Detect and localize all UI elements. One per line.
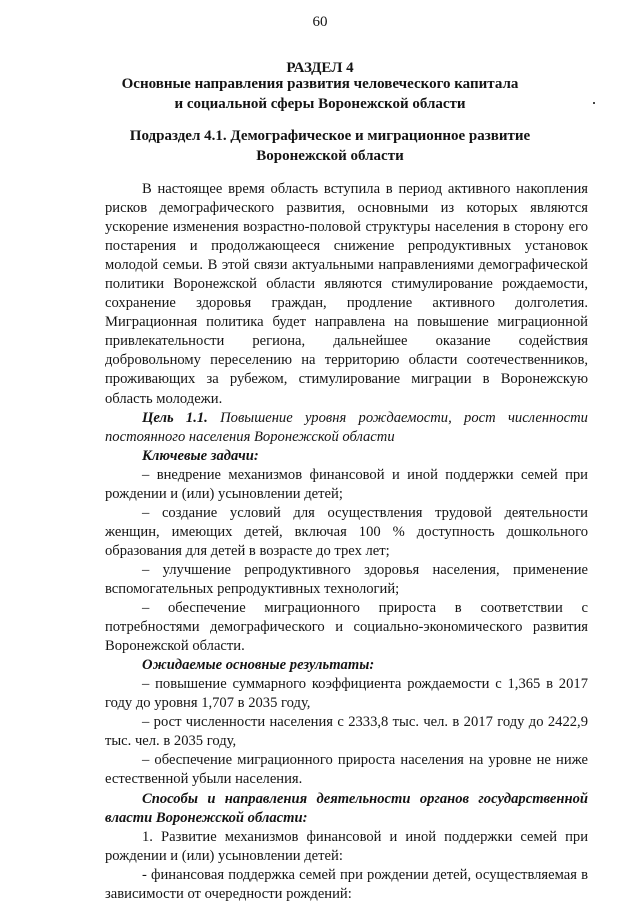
intro-paragraph: В настоящее время область вступила в период активного накопления рисков демографического развития, основными из которых являются ускорение изменения возрастно-половой структуры населения в сторону его постарения и продолжающееся снижение репродуктивных установок молодой семьи. В этой связи актуальными направлениями демографической политики Воронежской области являются стимулирование рождаемости, сохранение здоровья граждан, продление активного долголетия. Миграционная политика будет направлена на повышение миграционной привлекательности региона, дальнейшее оказание содействия добровольному переселению на территорию области соотечественников, проживающих за рубежом, стимулирование миграции в Воронежскую область молодежи. (105, 181, 588, 407)
results-heading: Ожидаемые основные результаты: (142, 657, 375, 674)
subsection-title-line-1: Подраздел 4.1. Демографическое и миграционное развитие (129, 128, 531, 144)
key-task-item: – улучшение репродуктивного здоровья населения, применение вспомогательных репродуктивных технологий; (105, 561, 588, 597)
method-item: 1. Развитие механизмов финансовой и иной поддержки семей при рождении и (или) усыновлении детей: (105, 828, 588, 864)
subsection-title-line-2: Воронежской области (256, 148, 404, 164)
result-item: – повышение суммарного коэффициента рождаемости с 1,365 в 2017 году до уровня 1,707 в 2035 году, (105, 676, 588, 712)
method-item: - финансовая поддержка семей при рождении детей, осуществляемая в зависимости от очередности рождений: (105, 866, 588, 902)
key-tasks-heading: Ключевые задачи: (142, 447, 259, 464)
page-number: 60 (312, 14, 328, 30)
key-task-item: – создание условий для осуществления трудовой деятельности женщин, имеющих детей, включая 100 % доступность дошкольного образования для детей в возрасте до трех лет; (105, 504, 588, 559)
section-title-line-2: и социальной сферы Воронежской области (174, 96, 466, 112)
goal-paragraph (105, 409, 588, 447)
section-label: РАЗДЕЛ 4 (286, 60, 354, 76)
document-body (105, 180, 588, 904)
goal-label: Цель 1.1. (142, 409, 208, 426)
key-task-item: – обеспечение миграционного прироста в соответствии с потребностями демографического и социально-экономического развития Воронежской области. (105, 600, 588, 655)
result-item: – обеспечение миграционного прироста населения на уровне не ниже естественной убыли населения. (105, 752, 588, 788)
section-title (100, 74, 540, 114)
methods-heading: Способы и направления деятельности органов государственной власти Воронежской области: (105, 790, 588, 826)
scan-dot (593, 102, 595, 104)
subsection-title (120, 126, 540, 166)
section-title-line-1: Основные направления развития человеческого капитала (121, 76, 519, 92)
goal-text: Повышение уровня рождаемости, рост численности постоянного населения Воронежской области (105, 409, 588, 445)
key-task-item: – внедрение механизмов финансовой и иной поддержки семей при рождении и (или) усыновлении детей; (105, 466, 588, 502)
result-item: – рост численности населения с 2333,8 тыс. чел. в 2017 году до 2422,9 тыс. чел. в 2035 году, (105, 714, 588, 750)
